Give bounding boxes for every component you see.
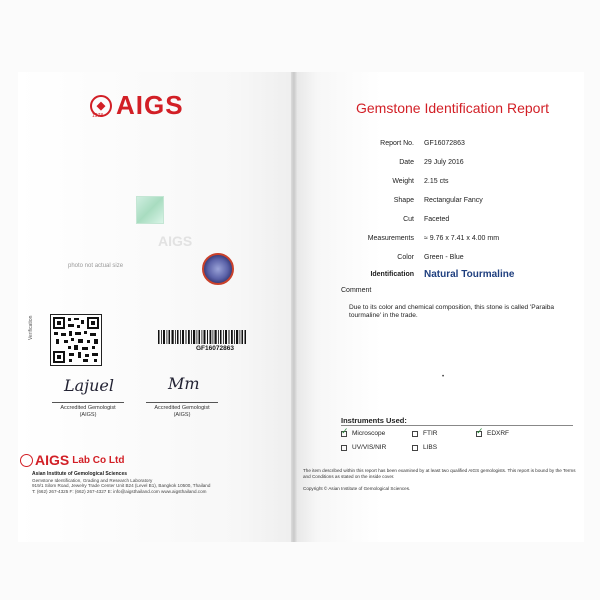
- field-value: Faceted: [424, 216, 450, 223]
- signature-line-1: [52, 402, 124, 403]
- instrument-edxrf: [476, 430, 509, 437]
- field-value: 2.15 cts: [424, 178, 449, 185]
- instrument-microscope: [341, 430, 385, 437]
- lab-name: Lab Co Ltd: [72, 454, 125, 466]
- lab-aigs: AIGS: [35, 452, 70, 468]
- logo-text: AIGS: [116, 90, 184, 120]
- seal-year: 1978: [92, 113, 104, 119]
- verification-label: Verification: [28, 315, 34, 340]
- aigs-seal-icon: ◆: [90, 95, 112, 117]
- lab-address: 919/1 Silom Road, Jewelry Trade Center Unit B24 (Level B1), Bangkok 10500, Thailand: [32, 483, 211, 489]
- instrument-libs: [412, 444, 437, 451]
- hologram-seal-icon: [202, 253, 234, 285]
- comment-text: Due to its color and chemical composition, this stone is called 'Paraiba tourmaline' in the trade.: [349, 304, 555, 319]
- lab-subtitle: Gemstone Identification, Grading and Research Laboratory: [32, 477, 153, 483]
- field-label: Measurements: [367, 235, 414, 242]
- instrument-label: FTIR: [423, 430, 438, 437]
- checkbox-checked-icon: [476, 431, 482, 437]
- field-value: GF16072863: [424, 140, 465, 147]
- qr-code-icon: [50, 314, 102, 366]
- field-label: Weight: [392, 178, 414, 185]
- lab-address-block: [32, 472, 252, 494]
- lab-seal-icon: [20, 454, 33, 467]
- field-label: Date: [399, 159, 414, 166]
- aigs-logo: [90, 90, 184, 121]
- page-fold: [291, 72, 297, 542]
- gemstone-photo: [136, 196, 164, 224]
- instrument-label: EDXRF: [487, 430, 510, 437]
- photo-note: photo not actual size: [68, 263, 124, 269]
- watermark-text: AIGS: [158, 233, 193, 249]
- field-value: ≈ 9.76 x 7.41 x 4.00 mm: [424, 235, 500, 242]
- barcode-number: GF16072863: [196, 345, 234, 352]
- lab-logo: [20, 452, 124, 468]
- checkbox-empty-icon: [412, 431, 418, 437]
- gemologist-org-1: (AIGS): [79, 412, 97, 418]
- gemologist-title-1: Accredited Gemologist: [60, 405, 116, 411]
- identification-value: Natural Tourmaline: [424, 269, 515, 280]
- instrument-label: Microscope: [352, 430, 386, 437]
- lab-institute: Asian Institute of Gemological Sciences: [32, 471, 128, 477]
- gemologist-caption-2: [142, 405, 222, 419]
- dot-mark: •: [442, 374, 445, 380]
- instrument-label: UV/VIS/NIR: [352, 444, 387, 451]
- instrument-label: LIBS: [423, 444, 438, 451]
- barcode-icon: [158, 330, 246, 344]
- field-value: Rectangular Fancy: [424, 197, 483, 204]
- checkbox-checked-icon: [341, 431, 347, 437]
- disclaimer-text: The item described within this report has been examined by at least two qualified AIGS gemologists. This report is bound by the Terms and Conditions as stated on the inside cover.: [303, 468, 576, 479]
- signature-line-2: [146, 402, 218, 403]
- gemologist-title-2: Accredited Gemologist: [154, 405, 210, 411]
- instrument-uvvisnir: [341, 444, 386, 451]
- field-label: Report No.: [380, 140, 414, 147]
- field-value: 29 July 2016: [424, 159, 464, 166]
- instrument-ftir: [412, 430, 437, 437]
- field-value: Green - Blue: [424, 254, 464, 261]
- checkbox-empty-icon: [412, 445, 418, 451]
- comment-label: Comment: [341, 287, 372, 294]
- signature-2: Mm: [168, 374, 200, 393]
- instruments-title: Instruments Used:: [341, 416, 407, 425]
- copyright-text: Copyright © Asian Institute of Gemological Sciences.: [303, 486, 411, 491]
- field-label: Cut: [403, 216, 414, 223]
- field-label: Shape: [393, 197, 414, 204]
- identification-label: Identification: [370, 271, 414, 278]
- lab-contact: T: (662) 267-4325 F: (662) 267-4327 E: info@aigsthailand.com www.aigsthailand.com: [32, 488, 207, 494]
- instruments-divider: [341, 425, 573, 426]
- signature-1: Lajuel: [64, 376, 115, 395]
- checkbox-empty-icon: [341, 445, 347, 451]
- field-label: Color: [397, 254, 414, 261]
- gemologist-caption-1: [48, 405, 128, 419]
- report-title: Gemstone Identification Report: [356, 100, 549, 116]
- gemologist-org-2: (AIGS): [173, 412, 191, 418]
